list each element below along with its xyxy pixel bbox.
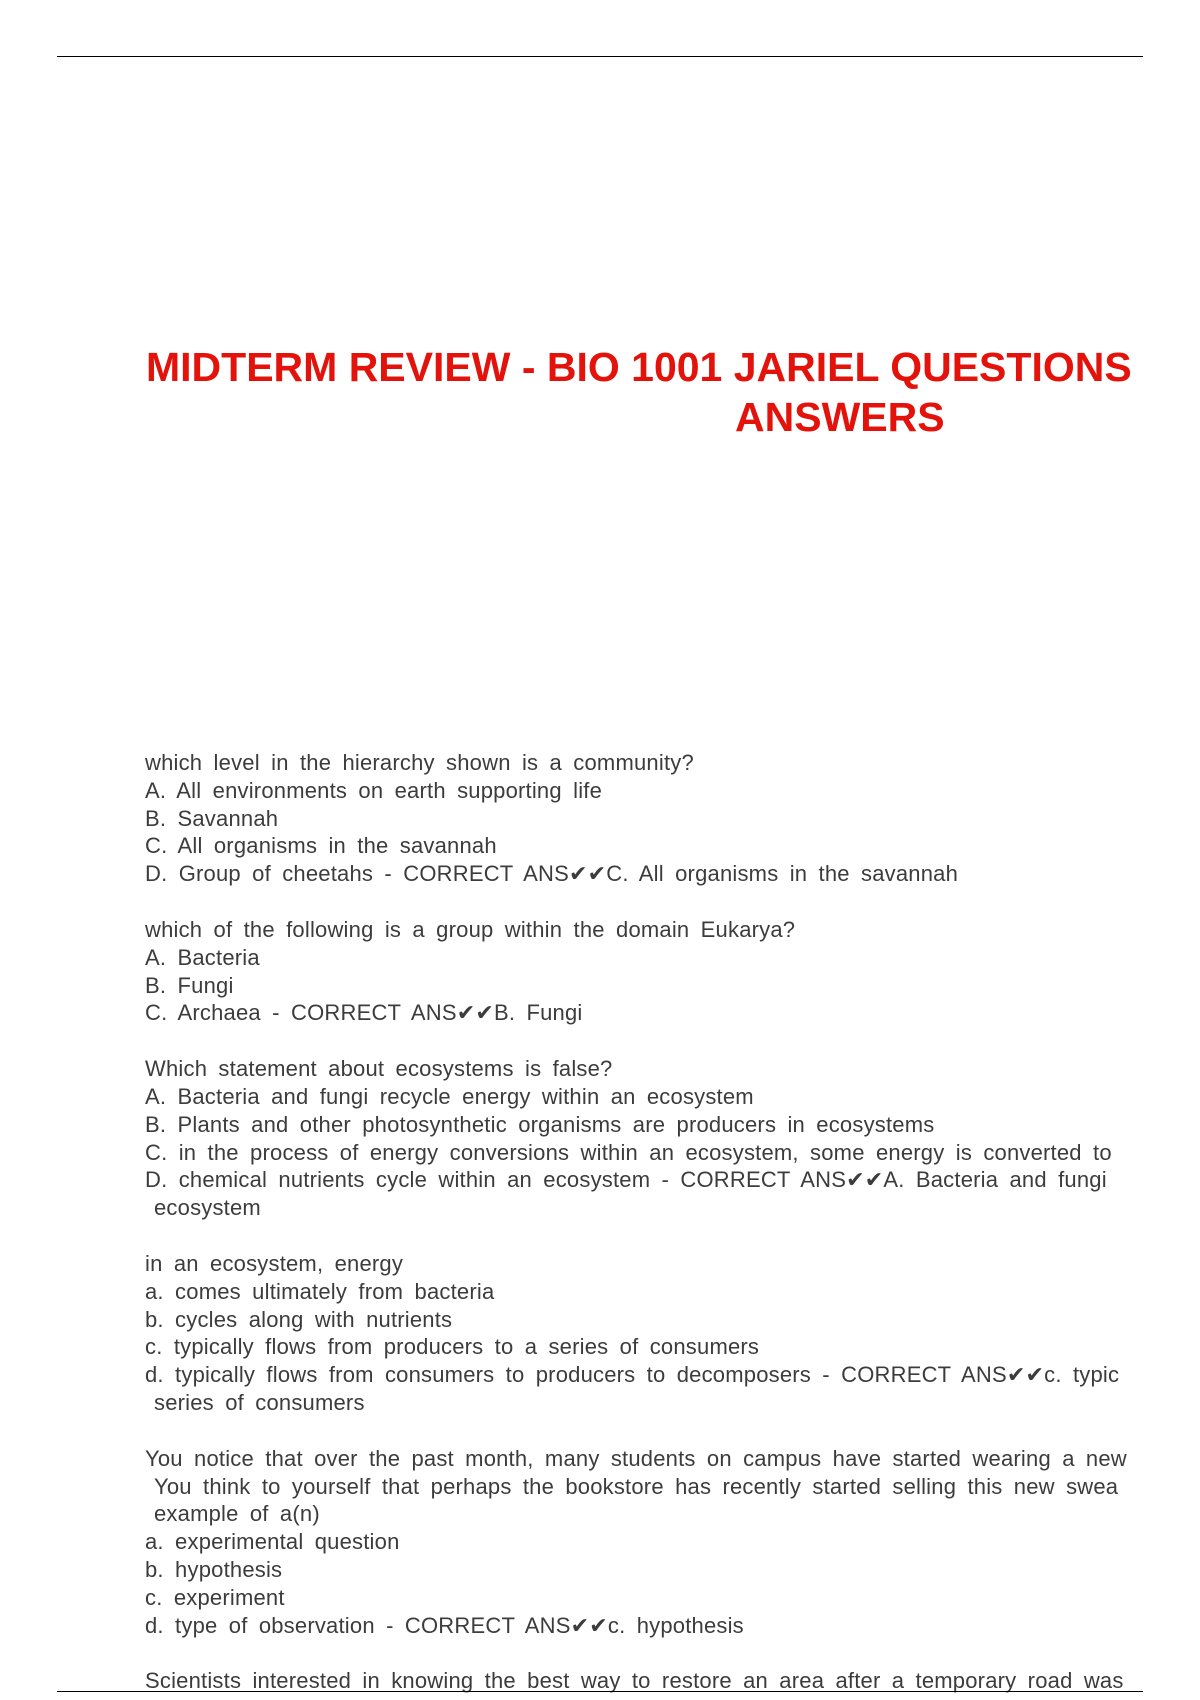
answer-option-with-correct-answer: d. type of observation - CORRECT ANS✔✔c. hypothesis: [145, 1612, 744, 1638]
question-text: You notice that over the past month, many students on campus have started wearing a new: [145, 1445, 1127, 1471]
answer-option-with-correct-answer: d. typically flows from consumers to producers to decomposers - CORRECT ANS✔✔c. typic: [145, 1362, 1120, 1388]
answer-continuation: series of consumers: [154, 1389, 365, 1415]
question-list: [145, 749, 1200, 1700]
question-text: in an ecosystem, energy: [145, 1250, 404, 1276]
answer-option: A. All environments on earth supporting life: [145, 777, 603, 803]
answer-continuation: ecosystem: [154, 1195, 261, 1221]
question-text: Scientists interested in knowing the best way to restore an area after a temporary road was: [145, 1668, 1124, 1694]
question-text: which of the following is a group within the domain Eukarya?: [145, 916, 796, 942]
answer-option: A. Bacteria and fungi recycle energy within an ecosystem: [145, 1083, 754, 1109]
question-block: [145, 1445, 1200, 1640]
answer-option: b. hypothesis: [145, 1556, 283, 1582]
answer-option-with-correct-answer: C. Archaea - CORRECT ANS✔✔B. Fungi: [145, 1000, 583, 1026]
question-block: [145, 1250, 1200, 1417]
answer-option: a. comes ultimately from bacteria: [145, 1278, 495, 1304]
question-block: [145, 916, 1200, 1027]
answer-option: C. All organisms in the savannah: [145, 833, 497, 859]
answer-option: a. experimental question: [145, 1529, 400, 1555]
answer-option: C. in the process of energy conversions within an ecosystem, some energy is converted to: [145, 1139, 1112, 1165]
answer-option-with-correct-answer: D. Group of cheetahs - CORRECT ANS✔✔C. All organisms in the savannah: [145, 861, 959, 887]
question-block: [145, 1055, 1200, 1222]
question-block: [145, 749, 1200, 888]
answer-option: B. Plants and other photosynthetic organisms are producers in ecosystems: [145, 1111, 935, 1137]
question-text: which level in the hierarchy shown is a community?: [145, 750, 694, 775]
question-text-continuation: You think to yourself that perhaps the bookstore has recently started selling this new swea: [154, 1473, 1119, 1499]
answer-option: b. cycles along with nutrients: [145, 1306, 453, 1332]
document-title-continuation: ANSWERS: [735, 394, 945, 440]
answer-option: B. Fungi: [145, 972, 234, 998]
header-rule: [57, 56, 1143, 57]
footer-rule: [57, 1691, 1143, 1692]
answer-option: A. Bacteria: [145, 944, 260, 970]
document-title: MIDTERM REVIEW - BIO 1001 JARIEL QUESTIONS: [146, 344, 1132, 390]
question-text: Which statement about ecosystems is false?: [145, 1056, 613, 1082]
answer-option: B. Savannah: [145, 805, 279, 831]
answer-option: c. typically flows from producers to a series of consumers: [145, 1334, 760, 1360]
answer-option: c. experiment: [145, 1584, 285, 1610]
question-text-continuation: example of a(n): [154, 1501, 320, 1527]
answer-option-with-correct-answer: D. chemical nutrients cycle within an ecosystem - CORRECT ANS✔✔A. Bacteria and fungi: [145, 1167, 1107, 1193]
